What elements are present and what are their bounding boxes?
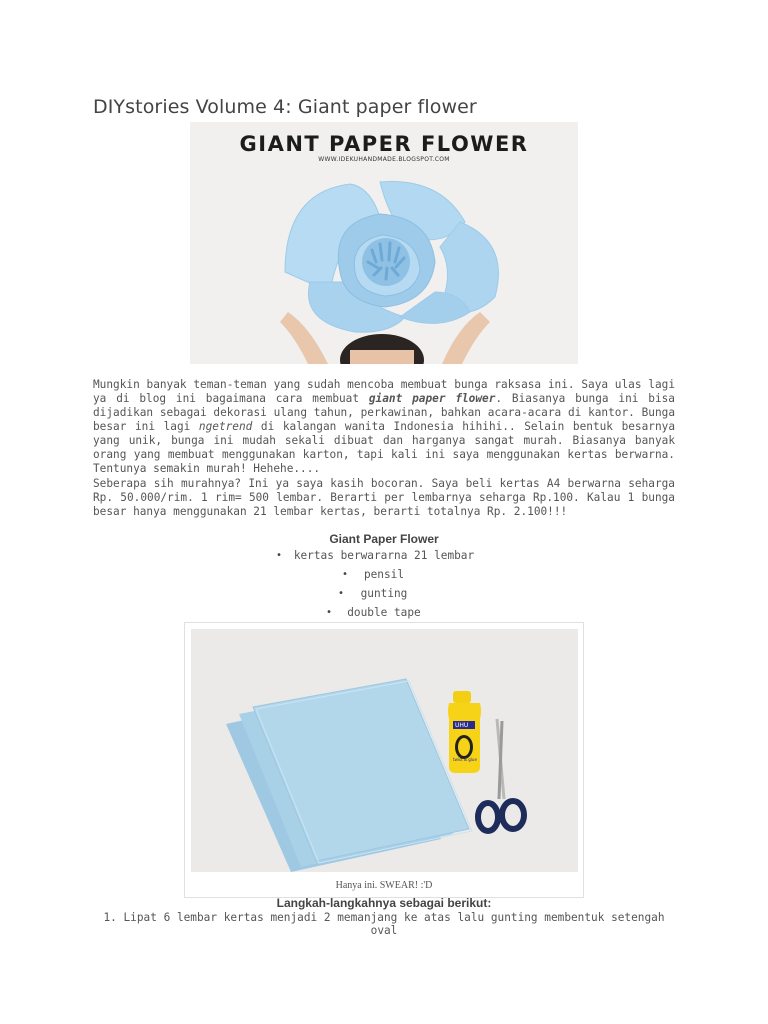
hero-image-title: GIANT PAPER FLOWER	[239, 132, 529, 156]
intro-text-3: di kalangan wanita Indonesia hihihi.. Selain bentuk besarnya yang unik, bunga ini mudah sekali dibuat dan harganya sangat murah. Biasanya banyak orang yang membuat menggunakan karton, tapi kali ini saya menggunakan kertas berwarna. Tentunya semakin murah! Hehehe....	[93, 420, 676, 475]
supplies-figure	[184, 622, 584, 898]
supplies-list	[93, 546, 675, 622]
intro-italic-term: ngetrend	[198, 420, 253, 433]
supplies-title: Giant Paper Flower	[329, 532, 439, 546]
step-item: 1. Lipat 6 lembar kertas menjadi 2 memanjang ke atas lalu gunting membentuk setengah oval	[103, 911, 665, 937]
supply-item-paper	[93, 546, 675, 565]
steps-title: Langkah-langkahnya sebagai berikut:	[276, 896, 492, 910]
intro-bold-term: giant paper flower	[368, 392, 496, 405]
intro-paragraph	[93, 378, 675, 476]
hero-image	[190, 122, 578, 364]
bullet-icon: •	[342, 569, 349, 580]
supply-item-label: gunting	[360, 587, 408, 600]
supply-item-label: kertas berwararna 21 lembar	[293, 549, 475, 562]
bullet-icon: •	[338, 588, 345, 599]
intro-text-1: Mungkin banyak teman-teman yang sudah mencoba membuat bunga raksasa ini. Saya ulas lagi ya di blog ini bagaimana cara membuat	[93, 378, 675, 405]
supply-item-label: double tape	[347, 606, 421, 619]
supplies-photo	[191, 629, 578, 872]
bullet-icon: •	[276, 550, 283, 561]
paper-flower-illustration	[190, 122, 578, 364]
intro-text-2: . Biasanya bunga ini bisa dijadikan sebagai dekorasi ulang tahun, perkawinan, bahkan acara-acara di kantor. Bunga besar ini lagi	[93, 392, 675, 433]
page-title: DIYstories Volume 4: Giant paper flower	[93, 96, 477, 118]
supply-item-label: pensil	[363, 568, 405, 581]
supply-item-tape	[93, 603, 675, 622]
supply-item-scissors	[93, 584, 675, 603]
price-paragraph: Seberapa sih murahnya? Ini ya saya kasih bocoran. Saya beli kertas A4 berwarna seharga Rp. 50.000/rim. 1 rim= 500 lembar. Berarti per lembarnya seharga Rp.100. Kalau 1 bunga besar hanya menggunakan 21 lembar kertas, berarti totalnya Rp. 2.100!!!	[93, 477, 675, 518]
bullet-icon: •	[326, 607, 333, 618]
supplies-illustration	[191, 629, 578, 872]
hero-image-url: WWW.IDEKUHANDMADE.BLOGSPOT.COM	[318, 156, 450, 163]
glue-brand-label: UHU	[455, 722, 469, 729]
supply-item-pencil	[93, 565, 675, 584]
glue-sub-label: twist & glue	[453, 757, 477, 762]
figure-caption: Hanya ini. SWEAR! :'D	[335, 880, 433, 891]
